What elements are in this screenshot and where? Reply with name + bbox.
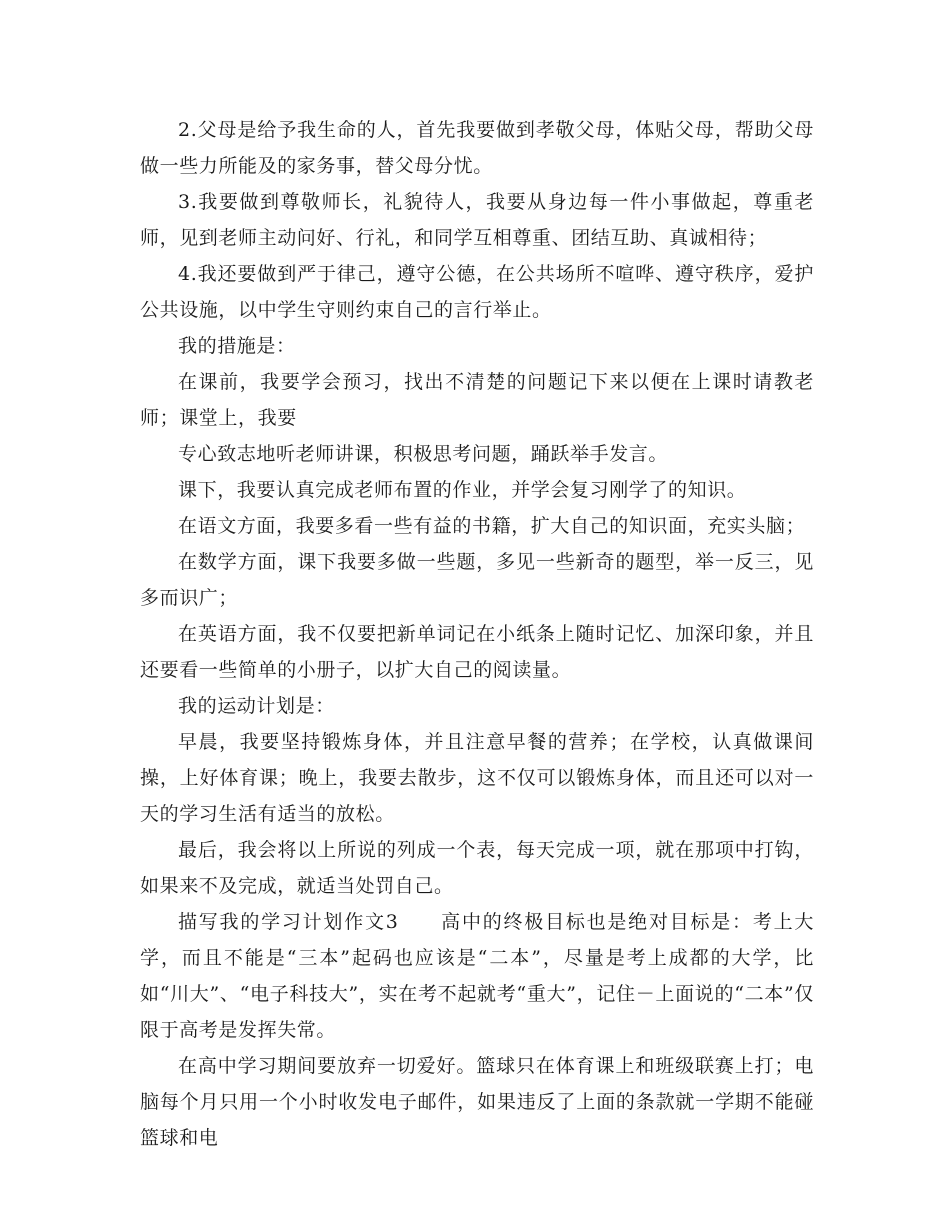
paragraph-after-class: 课下，我要认真完成老师布置的作业，并学会复习刚学了的知识。 [178, 479, 747, 501]
paragraph-listen-attentively: 专心致志地听老师讲课，积极思考问题，踊跃举手发言。 [178, 443, 669, 465]
paragraph-english: 在英语方面，我不仅要把新单词记在小纸条上随时记忆、加深印象，并且还要看一些简单的小册子，以扩大自己的阅读量。 [140, 623, 814, 681]
paragraph-self-discipline: 4.我还要做到严于律己，遵守公德，在公共场所不喧哗、遵守秩序，爱护公共设施，以中学生守则约束自己的言行举止。 [140, 263, 814, 321]
paragraph-give-up-hobbies: 在高中学习期间要放弃一切爱好。篮球只在体育课上和班级联赛上打；电脑每个月只用一个小时收发电子邮件，如果违反了上面的条款就一学期不能碰篮球和电 [140, 1055, 814, 1149]
heading-exercise-plan: 我的运动计划是： [178, 695, 335, 717]
paragraph-chinese: 在语文方面，我要多看一些有益的书籍，扩大自己的知识面，充实头脑； [178, 515, 806, 537]
paragraph-parents: 2.父母是给予我生命的人，首先我要做到孝敬父母，体贴父母，帮助父母做一些力所能及的家务事，替父母分忧。 [140, 119, 814, 177]
paragraph-respect-teachers: 3.我要做到尊敬师长，礼貌待人，我要从身边每一件小事做起，尊重老师，见到老师主动问好、行礼，和同学互相尊重、团结互助、真诚相待； [140, 191, 814, 249]
paragraph-exercise: 早晨，我要坚持锻炼身体，并且注意早餐的营养；在学校，认真做课间操，上好体育课；晚上，我要去散步，这不仅可以锻炼身体，而且还可以对一天的学习生活有适当的放松。 [140, 731, 814, 825]
paragraph-final: 最后，我会将以上所说的列成一个表，每天完成一项，就在那项中打钩，如果来不及完成，就适当处罚自己。 [140, 839, 814, 897]
document-body [140, 112, 814, 1156]
paragraph-math: 在数学方面，课下我要多做一些题，多见一些新奇的题型，举一反三，见多而识广； [140, 551, 814, 609]
paragraph-essay-3: 描写我的学习计划作文3 高中的终极目标也是绝对目标是：考上大学，而且不能是“三本”起码也应该是“二本”，尽量是考上成都的大学，比如“川大”、“电子科技大”，实在考不起就考“重大”，记住－上面说的“二本”仅限于高考是发挥失常。 [140, 911, 814, 1041]
heading-measures: 我的措施是： [178, 335, 296, 357]
paragraph-before-class: 在课前，我要学会预习，找出不清楚的问题记下来以便在上课时请教老师；课堂上，我要 [140, 371, 814, 429]
